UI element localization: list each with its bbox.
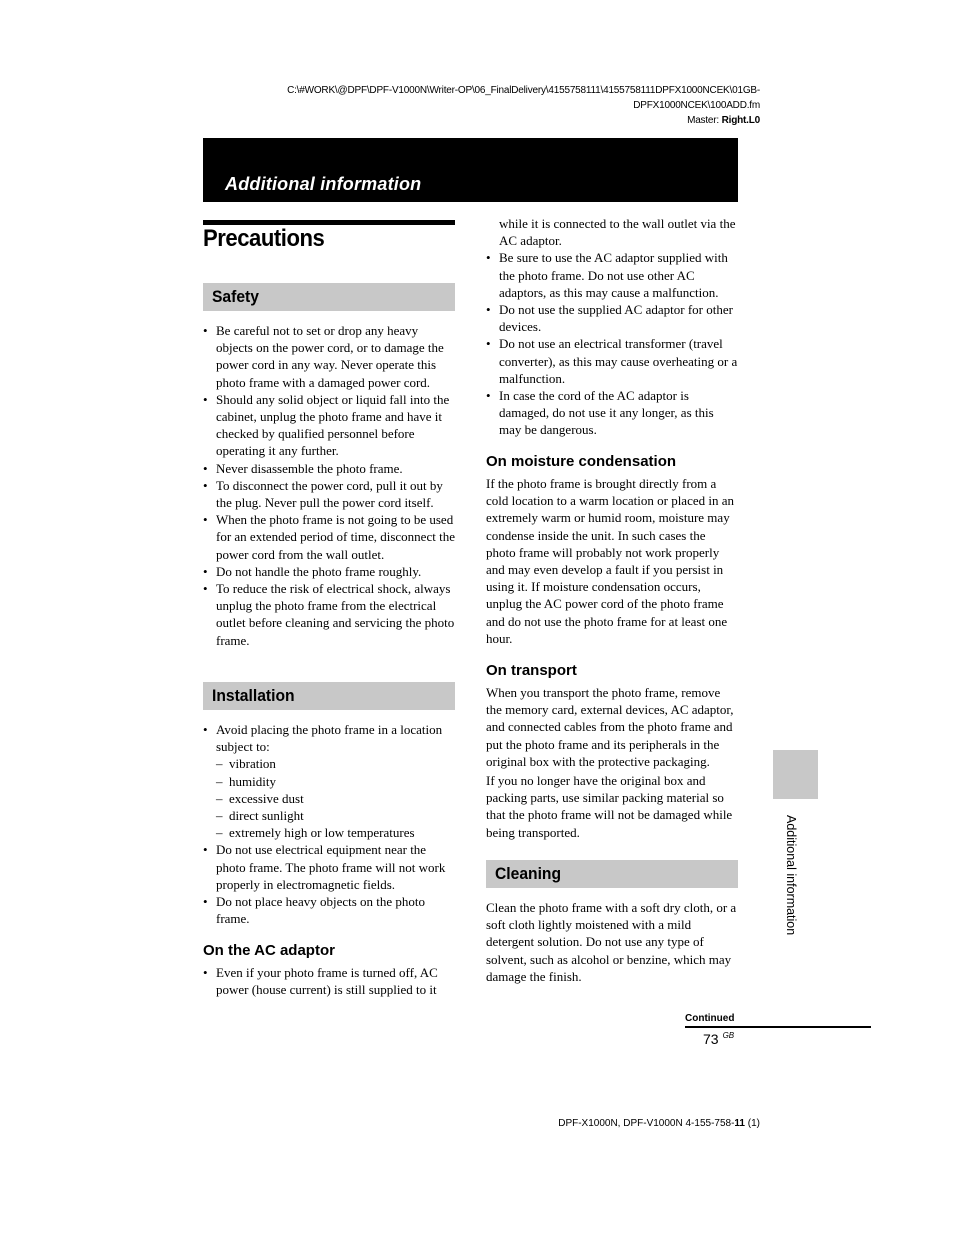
continued-label: Continued: [685, 1013, 735, 1024]
ac-adaptor-item: • Do not use the supplied AC adaptor for other devices.: [486, 301, 738, 335]
master-line: [287, 113, 760, 128]
ac-adaptor-heading: On the AC adaptor: [203, 942, 335, 959]
installation-sublist: [216, 755, 455, 841]
installation-item-text: Avoid placing the photo frame in a location subject to:: [216, 722, 443, 755]
safety-item: • To disconnect the power cord, pull it out by the plug. Never pull the power cord itself.: [203, 477, 455, 511]
moisture-heading: On moisture condensation: [486, 453, 677, 470]
ac-adaptor-item: • In case the cord of the AC adaptor is damaged, do not use it any longer, as this may be dangerous.: [486, 387, 738, 439]
transport-heading: On transport: [486, 662, 577, 679]
safety-item: • Do not handle the photo frame roughly.: [203, 563, 455, 580]
installation-subitem: – vibration: [216, 755, 455, 772]
installation-item: [203, 721, 455, 841]
ac-adaptor-list-start: [203, 964, 455, 998]
file-path-header: [287, 83, 760, 128]
page-number-value: 73: [703, 1031, 719, 1047]
ac-adaptor-item: • Even if your photo frame is turned off, AC power (house current) is still supplied to it: [203, 964, 455, 998]
footer-models: DPF-X1000N, DPF-V1000N 4-155-758-: [558, 1118, 735, 1129]
side-section-label: Additional information: [784, 815, 798, 936]
footer-rev: 11: [734, 1118, 745, 1129]
cleaning-heading-bar: [486, 860, 738, 888]
side-tab-marker: [773, 750, 818, 799]
safety-item: • Be careful not to set or drop any heavy objects on the power cord, or to damage the power cord in any way. Never operate this photo frame with a damaged power cord.: [203, 322, 455, 391]
installation-item: • Do not use electrical equipment near the photo frame. The photo frame will not work properly in electromagnetic fields.: [203, 841, 455, 893]
safety-list: [203, 322, 455, 649]
safety-heading-bar: [203, 283, 455, 311]
installation-heading-bar: [203, 682, 455, 710]
footer-tail: (1): [745, 1118, 760, 1129]
file-path-line1: C:\#WORK\@DPF\DPF-V1000N\Writer-OP\06_FinalDelivery\4155758111\4155758111DPFX1000NCEK\01GB-: [287, 85, 760, 96]
file-path-line2: DPFX1000NCEK\100ADD.fm: [633, 100, 760, 111]
page-number-suffix: GB: [722, 1031, 735, 1040]
cleaning-text: Clean the photo frame with a soft dry cloth, or a soft cloth lightly moistened with a mild detergent solution. Do not use any type of solvent, such as alcohol or benzine, which may damage the finish.: [486, 900, 737, 984]
continued-rule: [685, 1026, 871, 1028]
transport-text-1: When you transport the photo frame, remove the memory card, external devices, AC adaptor, and connected cables from the photo frame and put the photo frame and its peripherals in the original box with the protective packaging.: [486, 685, 734, 769]
cleaning-heading: Cleaning: [495, 864, 562, 883]
model-footer: [558, 1118, 760, 1129]
ac-adaptor-item: • Do not use an electrical transformer (travel converter), as this may cause overheating or a malfunction.: [486, 335, 738, 387]
transport-text-2: If you no longer have the original box and packing parts, use similar packing material so that the photo frame will not be damaged while being transported.: [486, 773, 733, 840]
safety-heading: Safety: [212, 287, 259, 306]
page-title: Precautions: [203, 225, 325, 252]
installation-subitem: – humidity: [216, 773, 455, 790]
master-label: Master:: [687, 115, 722, 126]
safety-item: • When the photo frame is not going to be used for an extended period of time, disconnect the power cord from the wall outlet.: [203, 511, 455, 563]
installation-heading: Installation: [212, 686, 295, 705]
safety-item: • Never disassemble the photo frame.: [203, 460, 455, 477]
installation-subitem: – direct sunlight: [216, 807, 455, 824]
safety-item: • Should any solid object or liquid fall into the cabinet, unplug the photo frame and have it checked by qualified personnel before operating it any further.: [203, 391, 455, 460]
master-value: Right.L0: [721, 115, 760, 126]
page-number: [703, 1031, 734, 1047]
installation-item: • Do not place heavy objects on the photo frame.: [203, 893, 455, 927]
safety-item: • To reduce the risk of electrical shock, always unplug the photo frame from the electrical outlet before cleaning and servicing the photo frame.: [203, 580, 455, 649]
installation-subitem: – excessive dust: [216, 790, 455, 807]
moisture-text: If the photo frame is brought directly from a cold location to a warm location or placed in an extremely warm or humid room, moisture may condense inside the unit. In such cases the photo frame will probably not work properly and may even develop a fault if you persist in using it. If moisture condensation occurs, unplug the AC power cord of the photo frame and do not use the photo frame for at least one hour.: [486, 476, 734, 646]
installation-list: [203, 721, 455, 927]
ac-adaptor-list-cont: [486, 215, 738, 439]
ac-adaptor-item: • Be sure to use the AC adaptor supplied with the photo frame. Do not use other AC adaptors, as this may cause a malfunction.: [486, 249, 738, 301]
ac-adaptor-item-continued: while it is connected to the wall outlet via the AC adaptor.: [499, 216, 736, 249]
installation-subitem: – extremely high or low temperatures: [216, 824, 455, 841]
section-banner: [203, 138, 738, 202]
banner-title: Additional information: [225, 174, 422, 194]
